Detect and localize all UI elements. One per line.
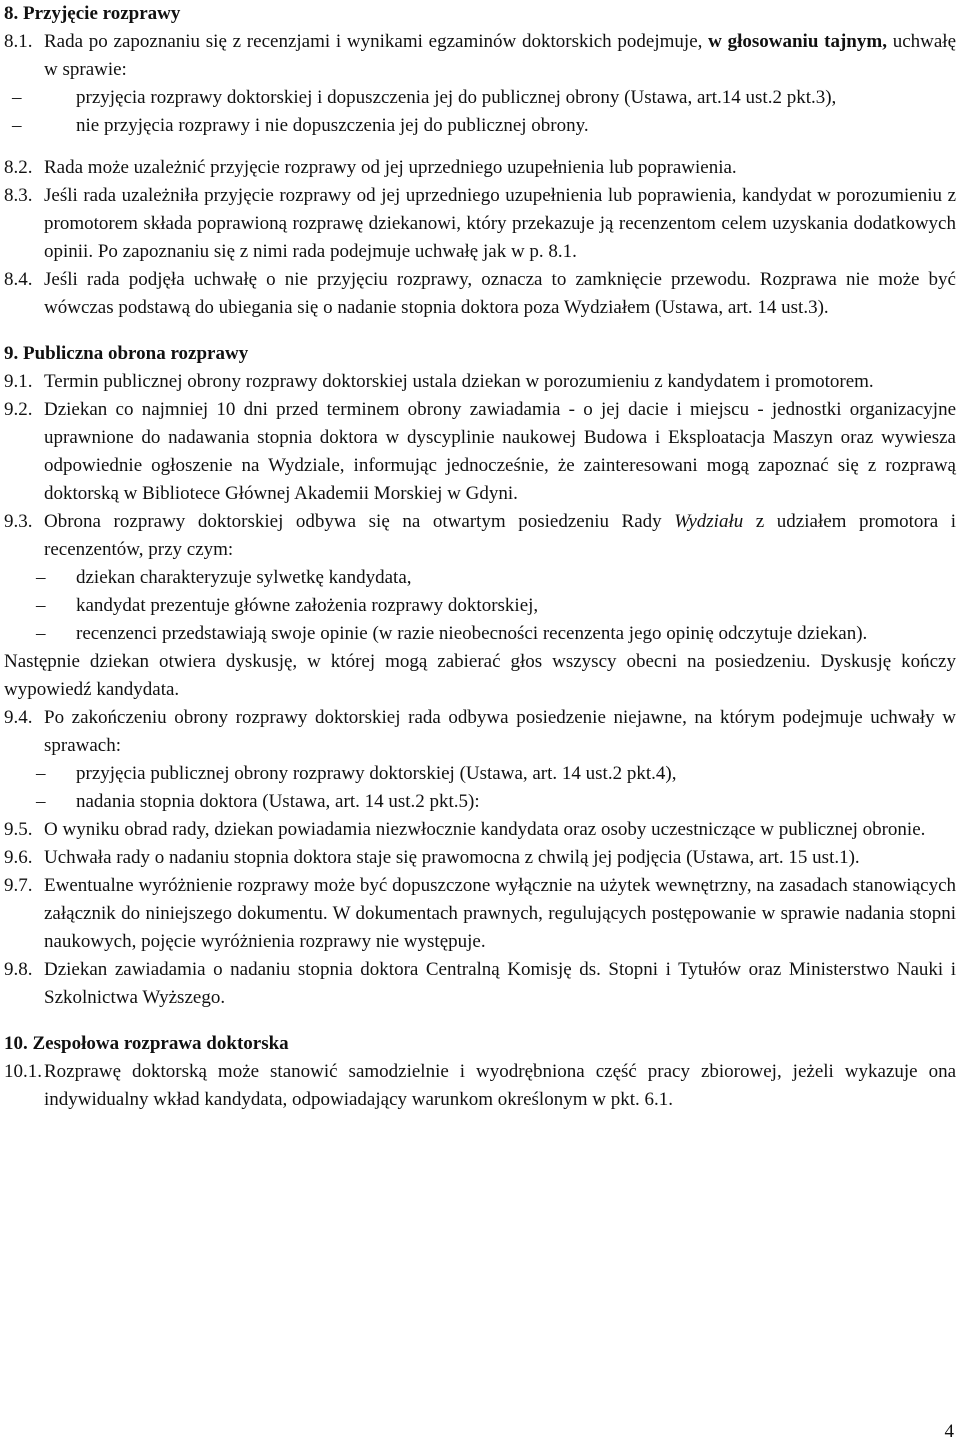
list-8-1 bbox=[4, 84, 956, 140]
paragraph-number: 8.1. bbox=[4, 31, 33, 52]
section-10-heading: 10. Zespołowa rozprawa doktorska bbox=[4, 1033, 289, 1054]
paragraph-text: Jeśli rada podjęła uchwałę o nie przyjęciu rozprawy, oznacza to zamknięcie przewodu. Rozprawa nie może być wówczas podstawą do ubiegania się o nadanie stopnia doktora poza Wydziałem (Ustawa, art. 14 ust.3). bbox=[44, 269, 956, 318]
spacer bbox=[4, 140, 956, 154]
paragraph-8-2 bbox=[4, 154, 956, 182]
paragraph-number: 9.7. bbox=[4, 875, 33, 896]
paragraph-text: Rada po zapoznaniu się z recenzjami i wynikami egzaminów doktorskich podejmuje, bbox=[44, 31, 703, 52]
list-9-3 bbox=[4, 564, 956, 648]
list-item: – przyjęcia publicznej obrony rozprawy doktorskiej (Ustawa, art. 14 ust.2 pkt.4), bbox=[76, 760, 956, 788]
paragraph-text: Po zakończeniu obrony rozprawy doktorskiej rada odbywa posiedzenie niejawne, na którym podejmuje uchwały w sprawach: bbox=[44, 707, 956, 756]
document-page bbox=[4, 0, 956, 1114]
paragraph-9-1 bbox=[4, 368, 956, 396]
paragraph-number: 9.5. bbox=[4, 819, 33, 840]
paragraph-number: 9.2. bbox=[4, 399, 33, 420]
list-item: – nie przyjęcia rozprawy i nie dopuszczenia jej do publicznej obrony. bbox=[76, 112, 956, 140]
spacer bbox=[4, 322, 956, 340]
paragraph-text: O wyniku obrad rady, dziekan powiadamia niezwłocznie kandydata oraz osoby uczestniczące w publicznej obronie. bbox=[44, 819, 926, 840]
paragraph-9-5 bbox=[4, 816, 956, 844]
paragraph-text: Dziekan zawiadamia o nadaniu stopnia doktora Centralną Komisję ds. Stopni i Tytułów oraz Ministerstwo Nauki i Szkolnictwa Wyższego. bbox=[44, 959, 956, 1008]
list-item: – przyjęcia rozprawy doktorskiej i dopuszczenia jej do publicznej obrony (Ustawa, art.14 ust.2 pkt.3), bbox=[76, 84, 956, 112]
paragraph-text: Rada może uzależnić przyjęcie rozprawy od jej uprzedniego uzupełnienia lub poprawienia. bbox=[44, 157, 737, 178]
paragraph-number: 9.8. bbox=[4, 959, 33, 980]
spacer bbox=[4, 1012, 956, 1030]
paragraph-number: 9.3. bbox=[4, 511, 33, 532]
paragraph-9-2 bbox=[4, 396, 956, 508]
paragraph-9-8 bbox=[4, 956, 956, 1012]
paragraph-text: Uchwała rady o nadaniu stopnia doktora staje się prawomocna z chwilą jej podjęcia (Ustawa, art. 15 ust.1). bbox=[44, 847, 860, 868]
page-number: 4 bbox=[944, 1421, 954, 1442]
list-item: – nadania stopnia doktora (Ustawa, art. 14 ust.2 pkt.5): bbox=[76, 788, 956, 816]
paragraph-text-rest: z udziałem promotora i recenzentów, przy czym: bbox=[44, 511, 957, 560]
paragraph-number: 9.1. bbox=[4, 371, 33, 392]
list-item: – kandydat prezentuje główne założenia rozprawy doktorskiej, bbox=[76, 592, 956, 620]
paragraph-text: Ewentualne wyróżnienie rozprawy może być dopuszczone wyłącznie na użytek wewnętrzny, na zasadach stanowiących załącznik do niniejszego dokumentu. W dokumentach prawnych, regulujących postępowanie w sprawie nadania stopni naukowych, pojęcie wyróżnienia rozprawy nie występuje. bbox=[44, 875, 956, 952]
paragraph-9-3 bbox=[4, 508, 956, 564]
paragraph-text: Dziekan co najmniej 10 dni przed terminem obrony zawiadamia - o jej dacie i miejscu - jednostki organizacyjne uprawnione do nadawania stopnia doktora w dyscyplinie naukowej Budowa i Eksploatacja Maszyn oraz wywiesza odpowiednie ogłoszenie na Wydziale, informując jednocześnie, że zainteresowani mogą zapoznać się z rozprawą doktorską w Bibliotece Głównej Akademii Morskiej w Gdyni. bbox=[44, 399, 956, 504]
section-8-heading: 8. Przyjęcie rozprawy bbox=[4, 3, 181, 24]
paragraph-text: Termin publicznej obrony rozprawy doktorskiej ustala dziekan w porozumieniu z kandydatem i promotorem. bbox=[44, 371, 874, 392]
paragraph-9-7 bbox=[4, 872, 956, 956]
paragraph-number: 9.6. bbox=[4, 847, 33, 868]
paragraph-8-1 bbox=[4, 28, 956, 84]
paragraph-8-3 bbox=[4, 182, 956, 266]
paragraph-bold-text: w głosowaniu tajnym, bbox=[708, 31, 887, 52]
section-9-heading: 9. Publiczna obrona rozprawy bbox=[4, 343, 249, 364]
paragraph-9-3-continuation: Następnie dziekan otwiera dyskusję, w której mogą zabierać głos wszyscy obecni na posiedzeniu. Dyskusję kończy wypowiedź kandydata. bbox=[4, 651, 956, 700]
paragraph-italic-text: Wydziału bbox=[674, 511, 744, 532]
paragraph-9-4 bbox=[4, 704, 956, 760]
list-item: – recenzenci przedstawiają swoje opinie (w razie nieobecności recenzenta jego opinię odczytuje dziekan). bbox=[76, 620, 956, 648]
paragraph-number: 10.1. bbox=[4, 1061, 42, 1082]
list-9-4 bbox=[4, 760, 956, 816]
paragraph-10-1 bbox=[4, 1058, 956, 1114]
paragraph-number: 8.4. bbox=[4, 269, 33, 290]
list-item: – dziekan charakteryzuje sylwetkę kandydata, bbox=[76, 564, 956, 592]
paragraph-9-6 bbox=[4, 844, 956, 872]
paragraph-text: Rozprawę doktorską może stanowić samodzielnie i wyodrębniona część pracy zbiorowej, jeżeli wykazuje ona indywidualny wkład kandydata, odpowiadający warunkom określonym w pkt. 6.1. bbox=[44, 1061, 956, 1110]
paragraph-number: 8.3. bbox=[4, 185, 33, 206]
paragraph-text: Jeśli rada uzależniła przyjęcie rozprawy od jej uprzedniego uzupełnienia lub poprawienia, kandydat w porozumieniu z promotorem składa poprawioną rozprawę dziekanowi, który przekazuje ją recenzentom celem uzyskania dodatkowych opinii. Po zapoznaniu się z nimi rada podejmuje uchwałę jak w p. 8.1. bbox=[44, 185, 956, 262]
paragraph-text: Obrona rozprawy doktorskiej odbywa się na otwartym posiedzeniu Rady bbox=[44, 511, 662, 532]
paragraph-text-rest: uchwałę w sprawie: bbox=[44, 31, 957, 80]
paragraph-number: 8.2. bbox=[4, 157, 33, 178]
paragraph-8-4 bbox=[4, 266, 956, 322]
paragraph-number: 9.4. bbox=[4, 707, 33, 728]
